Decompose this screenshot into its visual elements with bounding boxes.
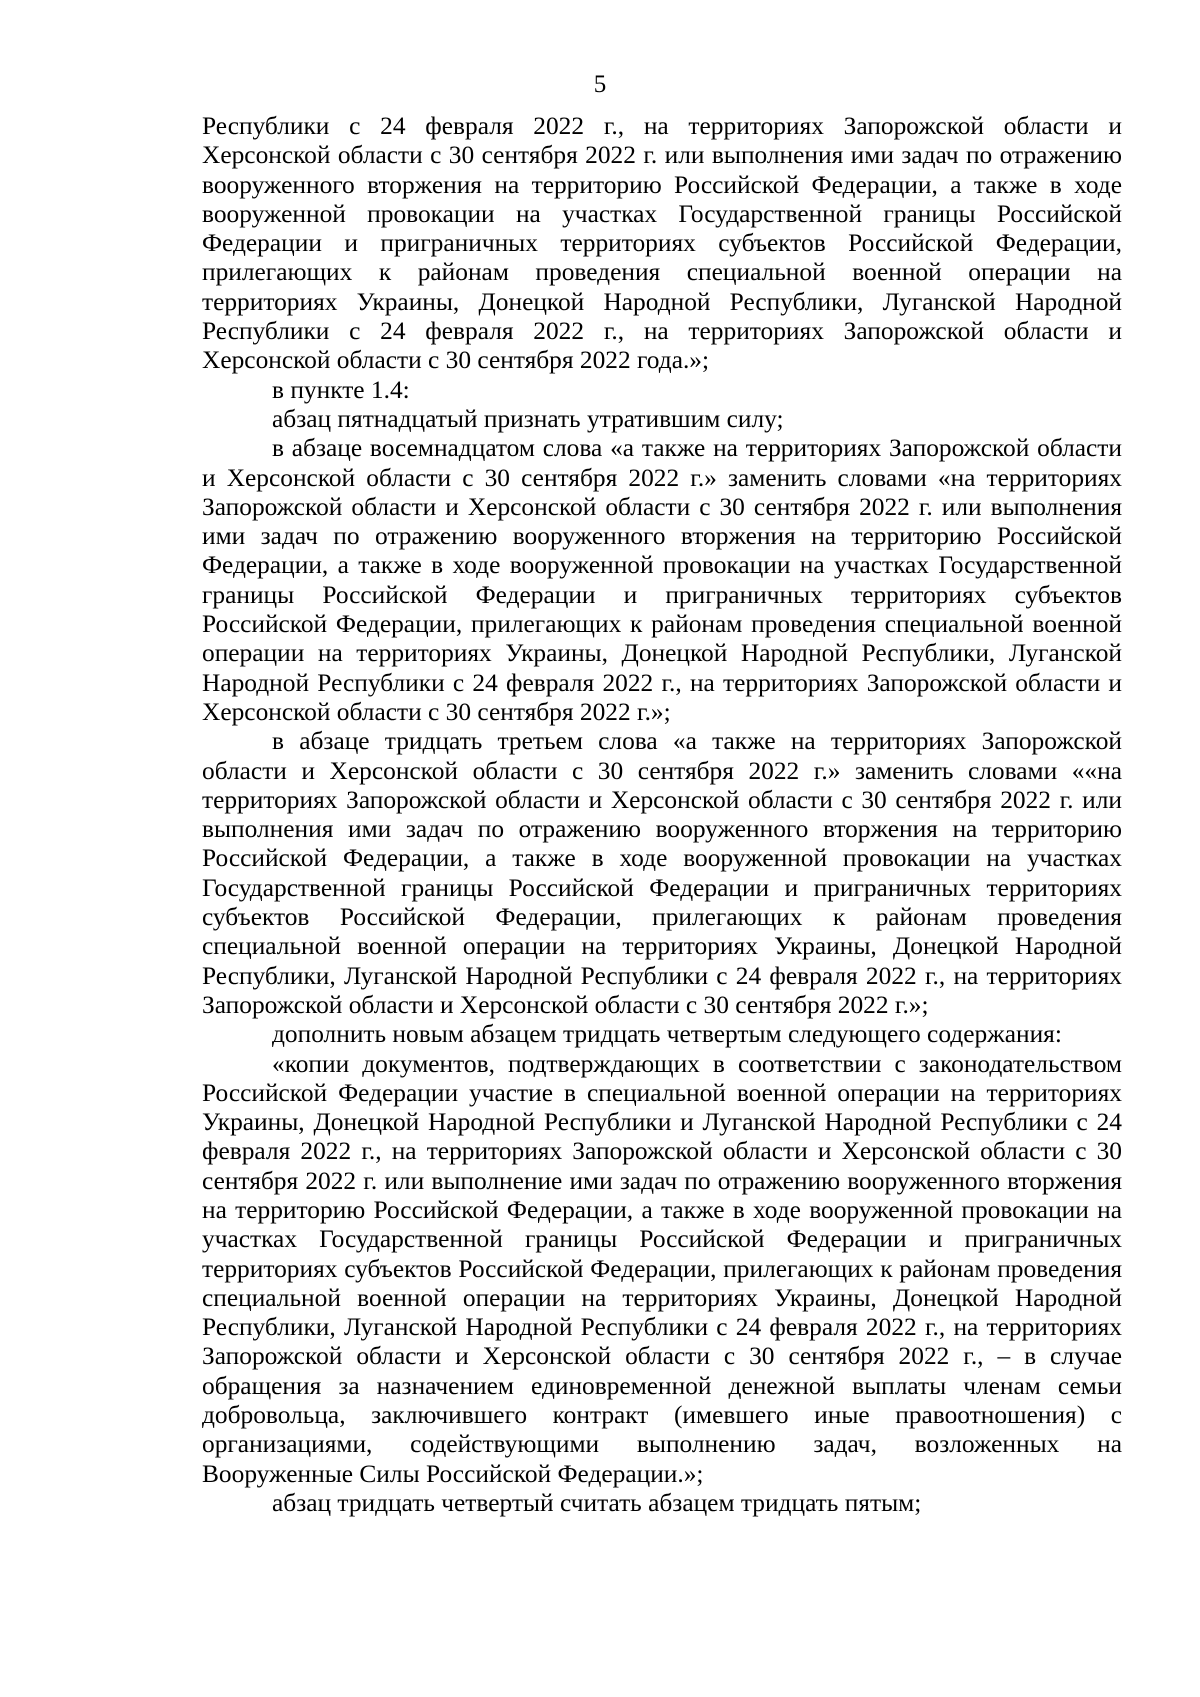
page-number: 5 (593, 71, 607, 98)
paragraph: в абзаце восемнадцатом слова «а также на территориях Запорожской области и Херсонской области с 30 сентября 2022 г.» заменить словами «на территориях Запорожской области и Херсонской области с 30 сентября 2022 г. или выполнения ими задач по отражению вооруженного вторжения на территорию Российской Федерации, а также в ходе вооруженной провокации на участках Государственной границы Российской Федерации и приграничных территориях субъектов Российской Федерации, прилегающих к районам проведения специальной военной операции на территориях Украины, Донецкой Народной Республики, Луганской Народной Республики с 24 февраля 2022 г., на территориях Запорожской области и Херсонской области с 30 сентября 2022 г.»; (202, 434, 1122, 726)
paragraph: «копии документов, подтверждающих в соответствии с законодательством Российской Федерации участие в специальной военной операции на территориях Украины, Донецкой Народной Республики и Луганской Народной Республики с 24 февраля 2022 г., на территориях Запорожской области и Херсонской области с 30 сентября 2022 г. или выполнение ими задач по отражению вооруженного вторжения на территорию Российской Федерации, а также в ходе вооруженной провокации на участках Государственной границы Российской Федерации и приграничных территориях субъектов Российской Федерации, прилегающих к районам проведения специальной военной операции на территориях Украины, Донецкой Народной Республики, Луганской Народной Республики с 24 февраля 2022 г., на территориях Запорожской области и Херсонской области с 30 сентября 2022 г., – в случае обращения за назначением единовременной денежной выплаты членам семьи добровольца, заключившего контракт (имевшего иные правоотношения) с организациями, содействующими выполнению задач, возложенных на Вооруженные Силы Российской Федерации.»; (202, 1049, 1122, 1488)
paragraph: абзац пятнадцатый признать утратившим силу; (272, 404, 784, 433)
paragraph: абзац тридцать четвертый считать абзацем тридцать пятым; (272, 1488, 922, 1517)
paragraph: в пункте 1.4: (272, 375, 410, 404)
document-body (202, 112, 1122, 1518)
paragraph: в абзаце тридцать третьем слова «а также на территориях Запорожской области и Херсонской области с 30 сентября 2022 г.» заменить словами ««на территориях Запорожской области и Херсонской области с 30 сентября 2022 г. или выполнения ими задач по отражению вооруженного вторжения на территорию Российской Федерации, а также в ходе вооруженной провокации на участках Государственной границы Российской Федерации и приграничных территориях субъектов Российской Федерации, прилегающих к районам проведения специальной военной операции на территориях Украины, Донецкой Народной Республики, Луганской Народной Республики с 24 февраля 2022 г., на территориях Запорожской области и Херсонской области с 30 сентября 2022 г.»; (202, 727, 1122, 1019)
paragraph: дополнить новым абзацем тридцать четвертым следующего содержания: (272, 1020, 1062, 1049)
paragraph: Республики с 24 февраля 2022 г., на территориях Запорожской области и Херсонской области с 30 сентября 2022 г. или выполнения ими задач по отражению вооруженного вторжения на территорию Российской Федерации, а также в ходе вооруженной провокации на участках Государственной границы Российской Федерации и приграничных территориях субъектов Российской Федерации, прилегающих к районам проведения специальной военной операции на территориях Украины, Донецкой Народной Республики, Луганской Народной Республики с 24 февраля 2022 г., на территориях Запорожской области и Херсонской области с 30 сентября 2022 года.»; (202, 112, 1122, 375)
